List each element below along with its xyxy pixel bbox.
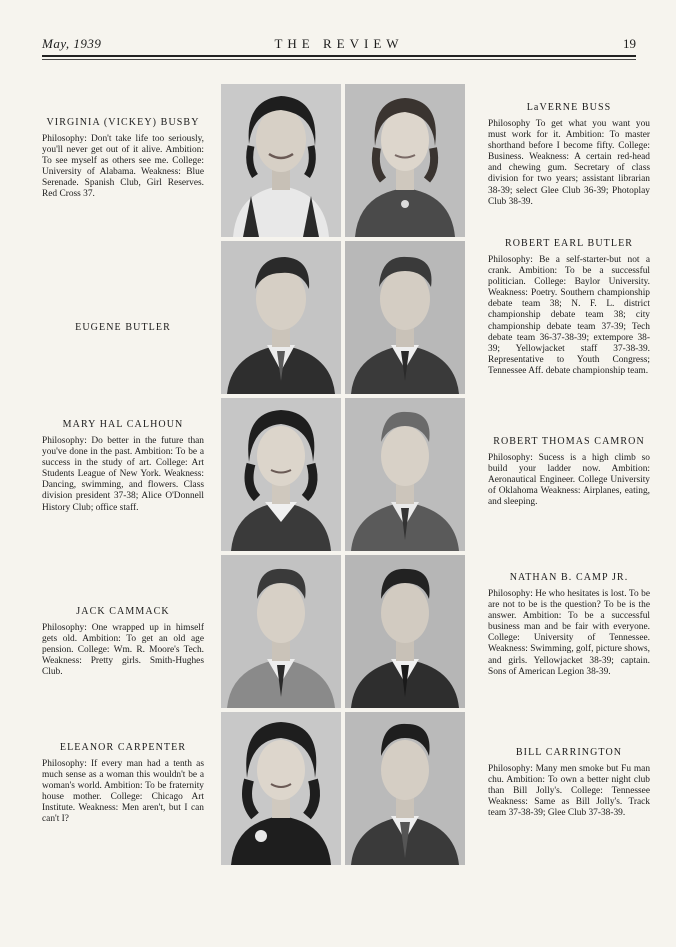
student-entry-eleanor-carpenter bbox=[42, 742, 204, 826]
student-bio: Philosophy: He who hesitates is lost. To be are not to be is the question? To be is the answer. Ambition: To be a successful business man and be fair with everyone. College: University of Tennessee. Weakness: Swimming, golf, picture shows, and girls. Yellowjacket 38-39; captain. Sons of American Legion 38-39. bbox=[488, 589, 650, 677]
issue-date: May, 1939 bbox=[42, 36, 102, 51]
portrait-eugene-butler bbox=[221, 241, 341, 394]
portrait-robert-thomas-camron bbox=[345, 398, 465, 551]
portrait-virginia-busby bbox=[221, 84, 341, 237]
student-name: JACK CAMMACK bbox=[76, 606, 170, 617]
student-name: VIRGINIA (VICKEY) BUSBY bbox=[46, 117, 200, 128]
student-entry-robert-earl-butler bbox=[488, 238, 650, 377]
student-bio: Philosophy: Many men smoke but Fu man chu. Ambition: To own a better night club than Bill Jolly's. College: Tennessee Weakness: Same as Bill Jolly's. Track team 37-38-39; Glee Club 37-38-39. bbox=[488, 764, 650, 819]
portrait-robert-earl-butler bbox=[345, 241, 465, 394]
student-name: EUGENE BUTLER bbox=[75, 322, 171, 333]
student-entry-laverne-buss bbox=[488, 102, 650, 208]
student-bio: Philosophy: Don't take life too seriously, you'll never get out of it alive. Ambition: To see myself as others see me. College: University of Alabama. Weakness: Blue Serenade. Spanish Club, Girl Reserves. Red Cross 37. bbox=[42, 134, 204, 200]
student-entry-robert-thomas-camron bbox=[488, 436, 650, 508]
portrait-mary-hal-calhoun bbox=[221, 398, 341, 551]
student-entry-nathan-camp bbox=[488, 572, 650, 678]
student-name: NATHAN B. CAMP JR. bbox=[509, 572, 629, 583]
student-name: MARY HAL CALHOUN bbox=[62, 419, 184, 430]
student-entry-jack-cammack bbox=[42, 606, 204, 678]
student-bio: Philosophy: Do better in the future than you've done in the past. Ambition: To be a success in the study of art. College: Art Students League of New York. Weakness: Dancing, swimming, and flowers. Class division president 37-38; Alice O'Donnell History Club; office staff. bbox=[42, 436, 204, 513]
student-bio: Philosophy: Be a self-starter-but not a crank. Ambition: To be a successful politician. College: Baylor University. Weakness: Poetry. Southern championship debate team 38; N. F. L. district championship debate team 38; city championship debate team 37-39; Tech debate team 36-37-38-39; extempore 38-39; Yellowjacket staff 37-38-39. Representative to Youth Congress; Tennessee Aff. debate championship team. bbox=[488, 255, 650, 376]
publication-title: THE REVIEW bbox=[274, 36, 404, 51]
student-bio: Philosophy: One wrapped up in himself gets old. Ambition: To get an old age pension. College: Wm. R. Moore's Tech. Weakness: Pretty girls. Smith-Hughes Club. bbox=[42, 623, 204, 678]
student-entry-mary-hal-calhoun bbox=[42, 419, 204, 514]
portrait-jack-cammack bbox=[221, 555, 341, 708]
student-name: ELEANOR CARPENTER bbox=[59, 742, 187, 753]
header-rule-thick bbox=[42, 55, 636, 57]
student-name: LaVERNE BUSS bbox=[526, 102, 612, 113]
portrait-bill-carrington bbox=[345, 712, 465, 865]
student-name: ROBERT EARL BUTLER bbox=[504, 238, 634, 249]
page-number: 19 bbox=[623, 36, 636, 51]
student-entry-virginia-busby bbox=[42, 117, 204, 201]
header-rule-thin bbox=[42, 59, 636, 60]
portrait-grid bbox=[221, 84, 465, 865]
portrait-nathan-camp bbox=[345, 555, 465, 708]
student-bio: Philosophy: If every man had a tenth as much sense as a woman this wouldn't be a woman's world. Ambition: To be fraternity house mother. College: Chicago Art Institute. Weakness: Men aren't, but I can can't I? bbox=[42, 759, 204, 825]
student-name: BILL CARRINGTON bbox=[515, 747, 623, 758]
student-name: ROBERT THOMAS CAMRON bbox=[493, 436, 645, 447]
portrait-eleanor-carpenter bbox=[221, 712, 341, 865]
student-bio: Philosophy: Sucess is a high climb so build your ladder now. Ambition: Aeronautical Engineer. College University of Oklahoma Weakness: Airplanes, eating, and sleeping. bbox=[488, 453, 650, 508]
page-header bbox=[42, 36, 636, 56]
student-entry-eugene-butler bbox=[42, 322, 204, 339]
portrait-laverne-buss bbox=[345, 84, 465, 237]
student-bio: Philosophy To get what you want you must work for it. Ambition: To master shorthand before I become fifty. College: Business. Weakness: A certain red-head and chewing gum. Secretary of class division for two years; assistant librarian 38-39; select Glee Club 36-39; Photoplay Club 38-39. bbox=[488, 119, 650, 207]
student-entry-bill-carrington bbox=[488, 747, 650, 819]
